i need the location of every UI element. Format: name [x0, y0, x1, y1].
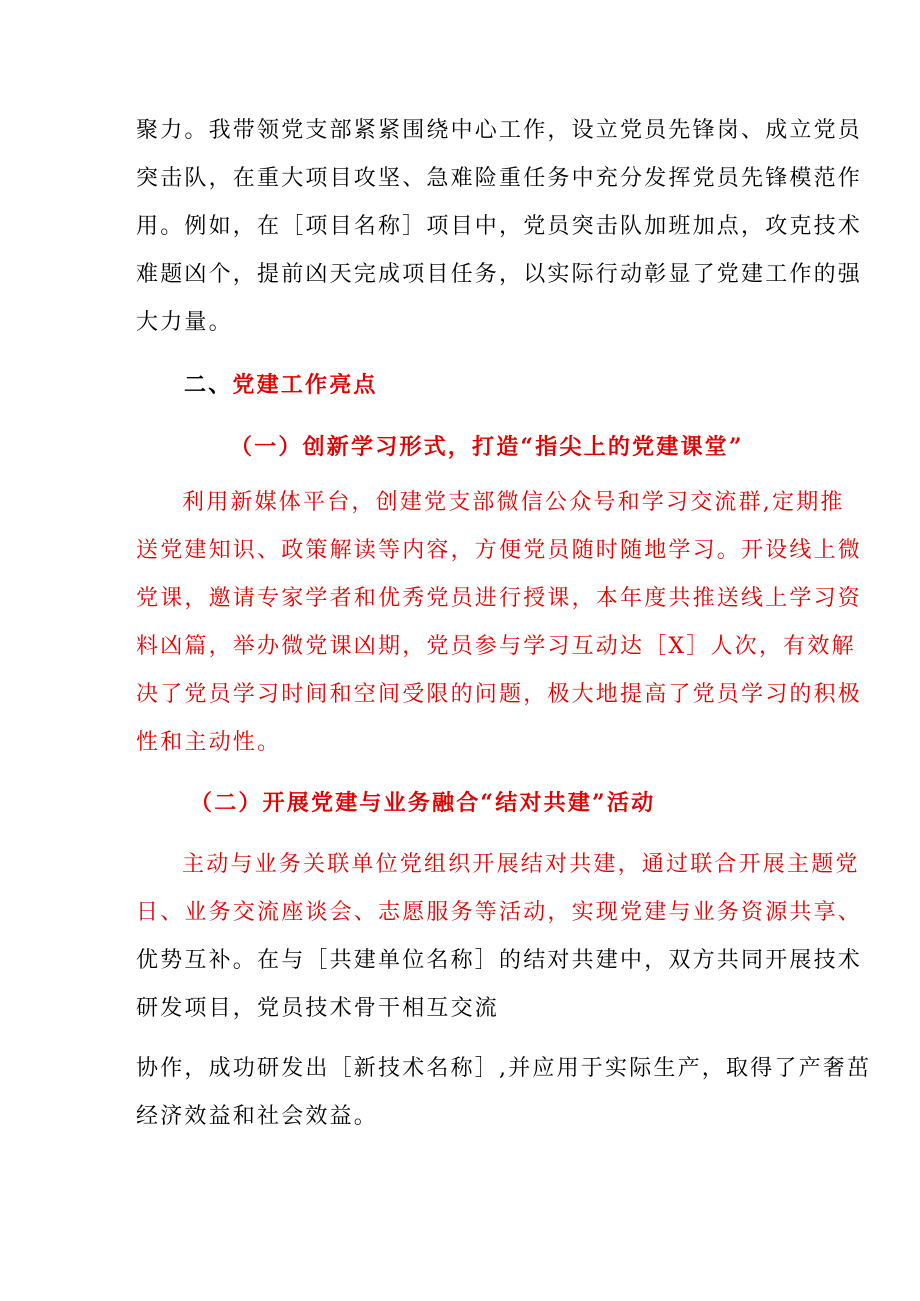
intro-line-2: 突击队，在重大项目攻坚、急难险重任务中充分发挥党员先锋模范作 — [136, 166, 863, 191]
intro-line-3: 用。例如，在［项目名称］项目中，党员突击队加班加点，攻克技术 — [136, 214, 863, 239]
sub1-line-5: 决了党员学习时间和空间受限的问题，极大地提高了党员学习的积极 — [136, 682, 863, 707]
section-number: 二、 — [184, 372, 233, 398]
sub2-line-6: 经济效益和社会效益。 — [136, 1104, 379, 1129]
sub1-line-3: 党课，邀请专家学者和优秀党员进行授课，本年度共推送线上学习资 — [136, 586, 863, 611]
sub1-line-2: 送党建知识、政策解读等内容，方便党员随时随地学习。开设线上微 — [136, 538, 863, 563]
sub2-line-2: 日、业务交流座谈会、志愿服务等活动，实现党建与业务资源共享、 — [136, 900, 863, 925]
intro-line-1: 聚力。我带领党支部紧紧围绕中心工作，设立党员先锋岗、成立党员 — [136, 118, 863, 143]
intro-line-4: 难题凶个，提前凶天完成项目任务，以实际行动彰显了党建工作的强 — [136, 262, 863, 287]
sub1-line-1: 利用新媒体平台，创建党支部微信公众号和学习交流群,定期推 — [182, 490, 845, 515]
section-title: 党建工作亮点 — [232, 372, 378, 398]
subsection-2-heading: （二）开展党建与业务融合“结对共建”活动 — [190, 790, 656, 816]
sub2-line-3: 优势互补。在与［共建单位名称］的结对共建中，双方共同开展技术 — [136, 948, 863, 973]
sub2-line-1: 主动与业务关联单位党组织开展结对共建，通过联合开展主题党 — [182, 852, 860, 877]
subsection-1-heading: （一）创新学习形式，打造“指尖上的党建课堂” — [230, 434, 744, 460]
sub2-line-5: 协作，成功研发出［新技术名称］,并应用于实际生产，取得了产奢茁 — [136, 1056, 872, 1081]
sub1-line-6: 性和主动性。 — [136, 730, 282, 755]
section-heading — [184, 370, 378, 400]
sub2-line-4: 研发项目，党员技术骨干相互交流 — [136, 996, 500, 1021]
sub1-line-4: 料凶篇，举办微党课凶期，党员参与学习互动达［X］人次，有效解 — [136, 634, 856, 659]
intro-line-5: 大力量。 — [136, 310, 233, 335]
